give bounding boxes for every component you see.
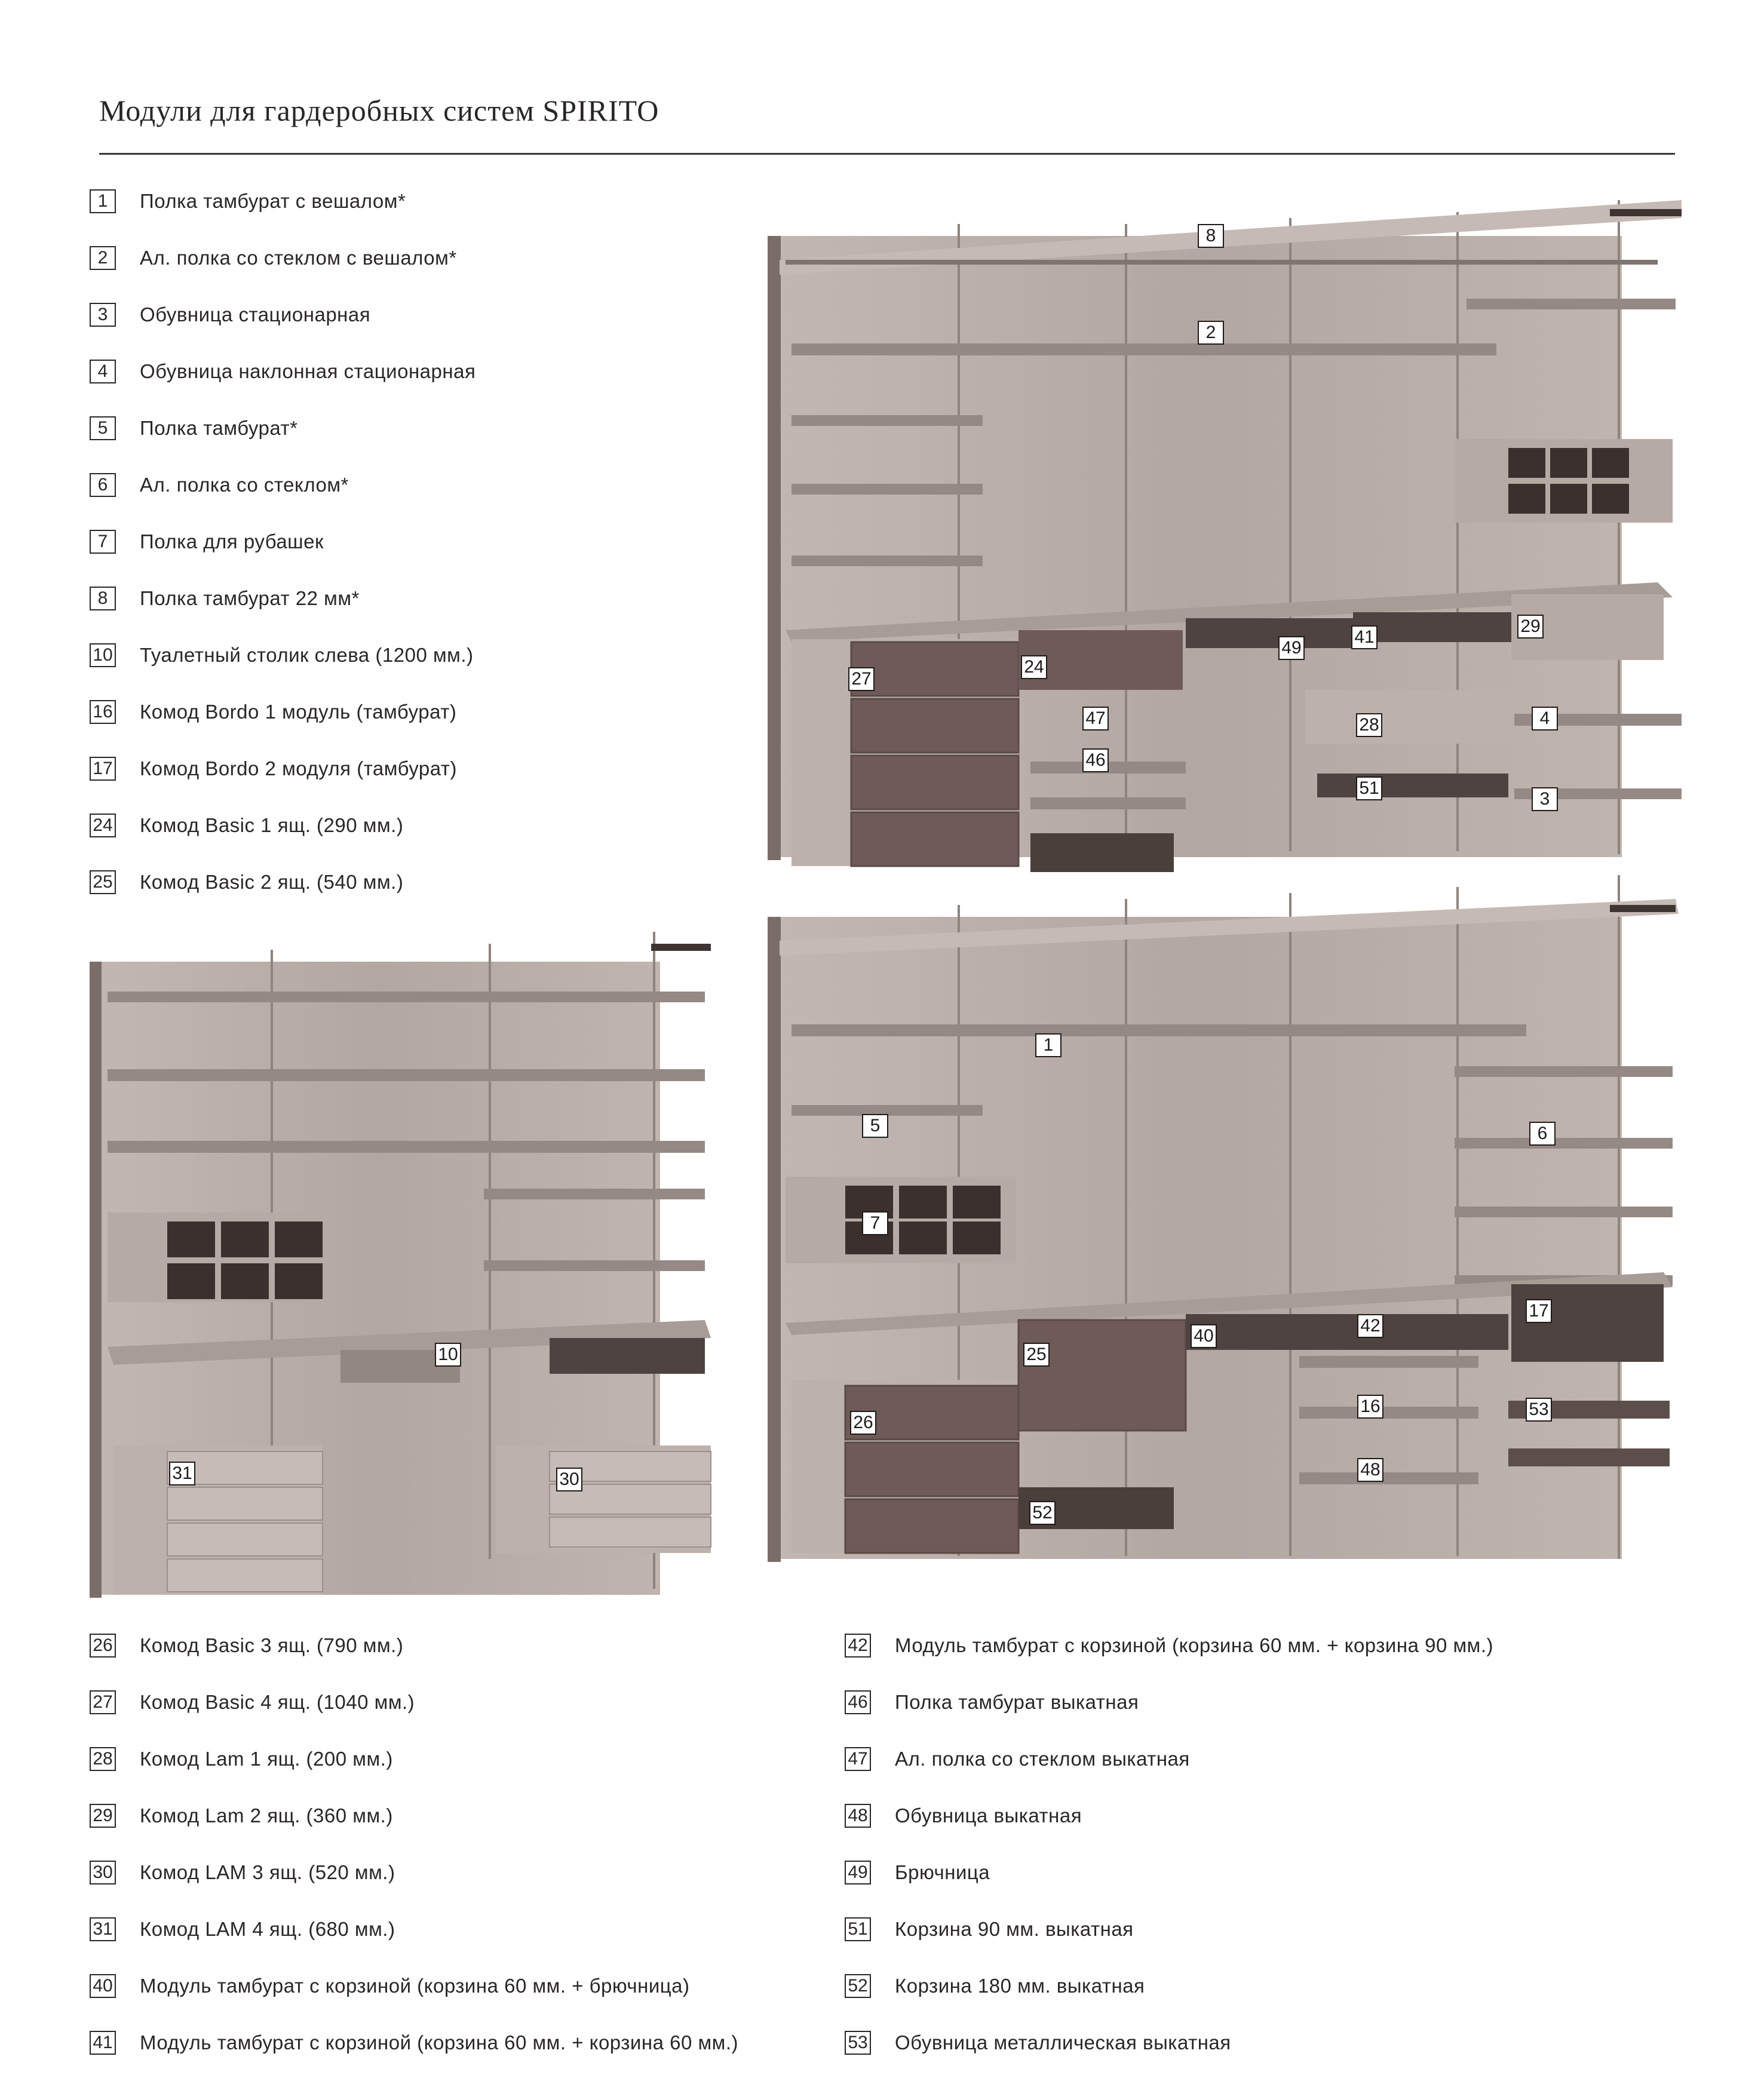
- legend-number: 8: [90, 587, 116, 610]
- legend-label: Обувница выкатная: [895, 1804, 1082, 1827]
- legend-label: Ал. полка со стеклом*: [140, 474, 349, 496]
- callout-27: 27: [848, 667, 875, 691]
- page-title: Модули для гардеробных систем SPIRITO: [99, 94, 659, 127]
- legend-label: Полка тамбурат выкатная: [895, 1691, 1139, 1713]
- wardrobe-scene-a: [768, 200, 1682, 872]
- legend-number: 26: [90, 1634, 116, 1658]
- callout-51: 51: [1356, 776, 1382, 800]
- legend-number: 28: [90, 1747, 116, 1771]
- legend-item: [90, 1859, 395, 1886]
- legend-number: 48: [845, 1804, 871, 1828]
- legend-item: [90, 642, 474, 668]
- legend-label: Полка тамбурат 22 мм*: [140, 587, 360, 609]
- callout-48: 48: [1357, 1458, 1383, 1482]
- legend-label: Ал. полка со стеклом с вешалом*: [140, 247, 457, 269]
- legend-label: Полка для рубашек: [140, 530, 324, 553]
- legend-number: 40: [90, 1974, 116, 1998]
- legend-item: [90, 1973, 690, 1999]
- callout-47: 47: [1082, 707, 1109, 731]
- legend-item: [90, 415, 297, 441]
- legend-number: 47: [845, 1747, 871, 1771]
- legend-label: Корзина 180 мм. выкатная: [895, 1975, 1145, 1997]
- legend-label: Комод Bordo 1 модуль (тамбурат): [140, 701, 457, 723]
- legend-label: Обувница стационарная: [140, 303, 371, 326]
- legend-item: [845, 1973, 1145, 1999]
- legend-number: 31: [90, 1917, 116, 1941]
- callout-46: 46: [1082, 748, 1109, 772]
- legend-label: Модуль тамбурат с корзиной (корзина 60 мм. + брючница): [140, 1975, 690, 1997]
- callout-10: 10: [435, 1343, 461, 1367]
- legend-number: 53: [845, 2031, 871, 2055]
- legend-label: Комод Lam 2 ящ. (360 мм.): [140, 1804, 393, 1827]
- callout-5: 5: [862, 1114, 888, 1138]
- legend-number: 41: [90, 2031, 116, 2055]
- legend-item: [90, 2030, 738, 2056]
- legend-number: 49: [845, 1861, 871, 1884]
- legend-label: Комод Basic 3 ящ. (790 мм.): [140, 1634, 404, 1656]
- legend-number: 16: [90, 700, 116, 724]
- legend-label: Обувница наклонная стационарная: [140, 360, 476, 382]
- legend-number: 24: [90, 814, 116, 837]
- legend-number: 1: [90, 189, 116, 213]
- legend-item: [90, 1689, 415, 1715]
- callout-24: 24: [1021, 655, 1047, 679]
- legend-label: Комод Basic 4 ящ. (1040 мм.): [140, 1691, 415, 1713]
- legend-number: 5: [90, 416, 116, 440]
- legend-label: Ал. полка со стеклом выкатная: [895, 1748, 1190, 1770]
- legend-label: Обувница металлическая выкатная: [895, 2031, 1231, 2054]
- legend-label: Комод Basic 2 ящ. (540 мм.): [140, 871, 404, 893]
- legend-item: [90, 245, 457, 271]
- legend-item: [845, 2030, 1231, 2056]
- legend-item: [90, 1803, 393, 1829]
- legend-number: 10: [90, 643, 116, 667]
- callout-29: 29: [1517, 615, 1544, 639]
- callout-4: 4: [1532, 707, 1558, 731]
- legend-label: Полка тамбурат*: [140, 417, 298, 439]
- callout-41: 41: [1351, 625, 1378, 649]
- legend-label: Полка тамбурат с вешалом*: [140, 190, 406, 212]
- legend-number: 4: [90, 360, 116, 383]
- callout-53: 53: [1526, 1398, 1552, 1422]
- legend-label: Брючница: [895, 1861, 990, 1883]
- callout-2: 2: [1198, 321, 1224, 345]
- legend-item: [90, 756, 457, 782]
- legend-number: 51: [845, 1917, 871, 1941]
- legend-number: 42: [845, 1634, 871, 1658]
- legend-number: 27: [90, 1690, 116, 1714]
- legend-label: Модуль тамбурат с корзиной (корзина 60 мм. + корзина 90 мм.): [895, 1634, 1494, 1656]
- legend-label: Модуль тамбурат с корзиной (корзина 60 мм. + корзина 60 мм.): [140, 2031, 739, 2054]
- legend-item: [90, 699, 456, 725]
- callout-16: 16: [1357, 1395, 1383, 1419]
- legend-label: Комод Basic 1 ящ. (290 мм.): [140, 814, 404, 836]
- legend-number: 2: [90, 246, 116, 270]
- callout-7: 7: [862, 1211, 888, 1235]
- callout-52: 52: [1029, 1501, 1056, 1525]
- callout-17: 17: [1526, 1299, 1552, 1323]
- legend-item: [90, 585, 360, 612]
- legend-item: [90, 1916, 395, 1942]
- callout-25: 25: [1023, 1343, 1050, 1367]
- legend-item: [845, 1859, 990, 1886]
- legend-label: Комод Lam 1 ящ. (200 мм.): [140, 1748, 393, 1770]
- callout-26: 26: [850, 1411, 876, 1435]
- legend-label: Туалетный столик слева (1200 мм.): [140, 644, 474, 666]
- callout-6: 6: [1529, 1122, 1556, 1146]
- callout-42: 42: [1357, 1314, 1383, 1338]
- legend-label: Корзина 90 мм. выкатная: [895, 1918, 1134, 1940]
- legend-item: [90, 358, 475, 385]
- callout-8: 8: [1198, 224, 1224, 248]
- legend-label: Комод Bordo 2 модуля (тамбурат): [140, 757, 457, 779]
- callout-49: 49: [1278, 636, 1305, 660]
- legend-item: [90, 812, 403, 839]
- callout-3: 3: [1532, 787, 1558, 811]
- legend-item: [90, 302, 370, 328]
- callout-30: 30: [556, 1468, 582, 1491]
- legend-item: [845, 1803, 1082, 1829]
- legend-number: 6: [90, 473, 116, 497]
- legend-number: 17: [90, 757, 116, 781]
- legend-item: [90, 188, 406, 214]
- legend-item: [845, 1916, 1134, 1942]
- legend-number: 30: [90, 1861, 116, 1884]
- wardrobe-scene-c: [768, 875, 1682, 1568]
- legend-item: [90, 472, 349, 498]
- callout-1: 1: [1035, 1033, 1062, 1057]
- legend-item: [90, 529, 324, 555]
- legend-number: 29: [90, 1804, 116, 1828]
- title-divider: [99, 153, 1675, 155]
- legend-number: 25: [90, 870, 116, 894]
- legend-label: Комод LAM 3 ящ. (520 мм.): [140, 1861, 395, 1883]
- legend-number: 52: [845, 1974, 871, 1998]
- callout-31: 31: [169, 1462, 195, 1485]
- legend-item: [90, 1632, 403, 1659]
- legend-item: [90, 1746, 393, 1772]
- legend-item: [845, 1746, 1190, 1772]
- callout-40: 40: [1191, 1324, 1217, 1348]
- wardrobe-scene-b: [90, 926, 717, 1598]
- legend-number: 46: [845, 1690, 871, 1714]
- legend-item: [90, 869, 403, 895]
- legend-item: [845, 1689, 1139, 1715]
- callout-28: 28: [1356, 713, 1382, 737]
- legend-number: 3: [90, 303, 116, 327]
- legend-label: Комод LAM 4 ящ. (680 мм.): [140, 1918, 395, 1940]
- legend-number: 7: [90, 530, 116, 554]
- legend-item: [845, 1632, 1493, 1659]
